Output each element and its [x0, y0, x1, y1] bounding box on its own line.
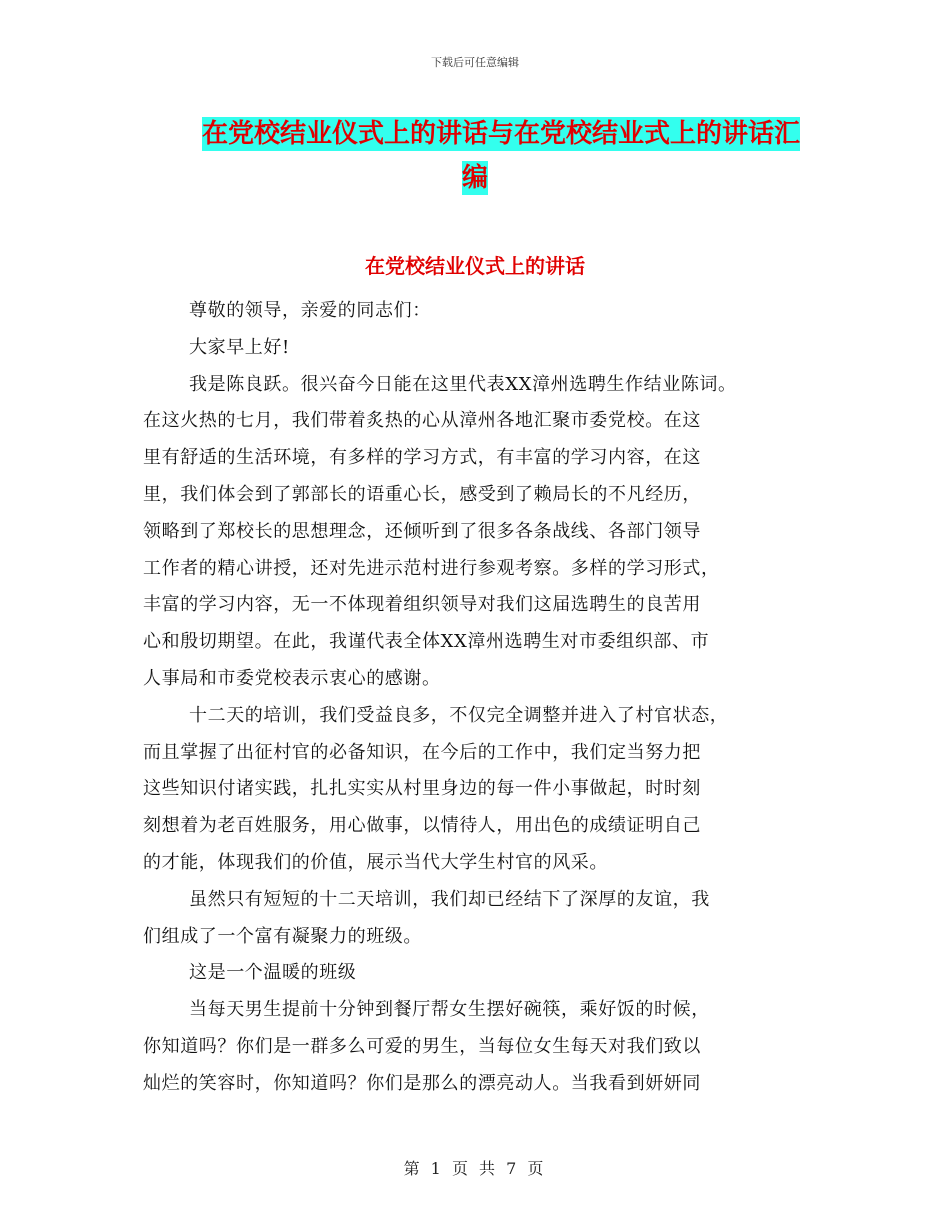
text-line: 这些知识付诸实践，扎扎实实从村里身边的每一件小事做起，时时刻 — [143, 778, 701, 800]
text-line: 而且掌握了出征村官的必备知识，在今后的工作中，我们定当努力把 — [143, 741, 701, 763]
title-line-1: 在党校结业仪式上的讲话与在党校结业式上的讲话汇 — [201, 119, 800, 149]
text-line: 人事局和市委党校表示衷心的感谢。 — [143, 667, 441, 689]
text-line: 的才能，体现我们的价值，展示当代大学生村官的风采。 — [143, 851, 608, 873]
paragraph-warm-class — [143, 992, 813, 1102]
text-line: 虽然只有短短的十二天培训，我们却已经结下了深厚的友谊，我 — [189, 888, 710, 910]
text-line: 里，我们体会到了郭部长的语重心长，感受到了赖局长的不凡经历， — [143, 483, 701, 505]
text-line: 领略到了郑校长的思想理念，还倾听到了很多各条战线、各部门领导 — [143, 520, 701, 542]
text-line: 当每天男生提前十分钟到餐厅帮女生摆好碗筷，乘好饭的时候， — [189, 999, 710, 1021]
page-header: 下载后可任意编辑 — [431, 56, 519, 69]
paragraph-training — [143, 698, 813, 882]
paragraph-friendship — [143, 882, 813, 956]
text-line: 们组成了一个富有凝聚力的班级。 — [143, 925, 422, 947]
title-line-2: 编 — [461, 163, 488, 193]
text-line: 丰富的学习内容，无一不体现着组织领导对我们这届选聘生的良苦用 — [143, 594, 701, 616]
text-line: 十二天的培训，我们受益良多，不仅完全调整并进入了村官状态， — [189, 704, 729, 726]
document-body — [143, 293, 813, 1103]
greeting: 大家早上好! — [189, 336, 290, 358]
section-title: 在党校结业仪式上的讲话 — [365, 254, 585, 278]
text-line: 工作者的精心讲授，还对先进示范村进行参观考察。多样的学习形式， — [143, 557, 720, 579]
paragraph-heading: 这是一个温暖的班级 — [189, 962, 357, 984]
text-line: 心和殷切期望。在此，我谨代表全体XX漳州选聘生对市委组织部、市 — [143, 631, 710, 653]
text-line: 在这火热的七月，我们带着炙热的心从漳州各地汇聚市委党校。在这 — [143, 410, 701, 432]
salutation: 尊敬的领导，亲爱的同志们： — [189, 300, 431, 321]
document-title — [150, 112, 800, 200]
text-line: 我是陈良跃。很兴奋今日能在这里代表XX漳州选聘生作结业陈词。 — [189, 373, 737, 395]
text-line: 你知道吗？你们是一群多么可爱的男生，当每位女生每天对我们致以 — [143, 1035, 701, 1057]
text-line: 里有舒适的生活环境，有多样的学习方式，有丰富的学习内容，在这 — [143, 447, 701, 469]
text-line: 灿烂的笑容时，你知道吗？你们是那么的漂亮动人。当我看到妍妍同 — [143, 1072, 701, 1094]
text-line: 刻想着为老百姓服务，用心做事，以情待人，用出色的成绩证明自己 — [143, 815, 701, 837]
page-footer: 第 1 页 共 7 页 — [403, 1159, 547, 1178]
paragraph-intro — [143, 367, 813, 698]
